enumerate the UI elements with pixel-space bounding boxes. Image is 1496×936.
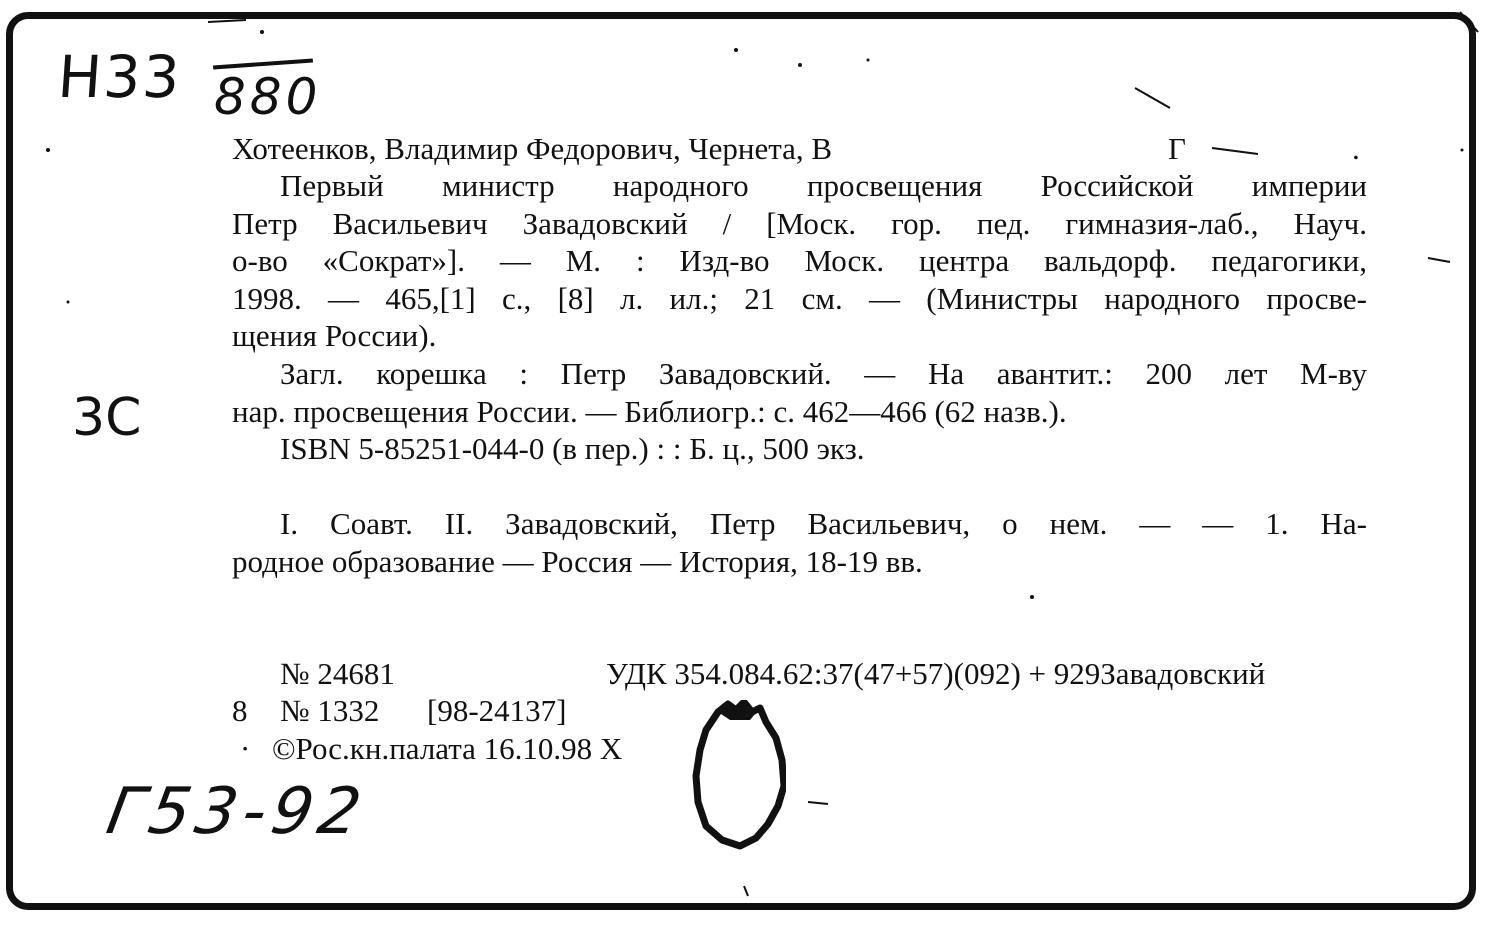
tracings-line: I. Соавт. II. Завадовский, Петр Васильевич, о нем. — — 1. На- bbox=[280, 506, 1367, 541]
description-line: щения России). bbox=[232, 318, 437, 353]
udc-code: УДК 354.084.62:37(47+57)(092) + 929Завадовский bbox=[606, 656, 1266, 691]
margin-mark: 3С bbox=[72, 388, 142, 448]
row2-prefix: 8 bbox=[232, 693, 248, 728]
shelf-mark-left: Н33 bbox=[55, 43, 184, 111]
notes-line: Загл. корешка : Петр Завадовский. — На авантит.: 200 лет М-ву bbox=[280, 356, 1367, 391]
notes-block bbox=[232, 355, 1367, 468]
description-line: Первый министр народного просвещения Российской империи bbox=[280, 168, 1367, 203]
heading-initial: Г bbox=[1168, 131, 1186, 166]
row2-code: [98-24137] bbox=[427, 693, 567, 728]
tracings-line: родное образование — Россия — История, 18-19 вв. bbox=[232, 543, 923, 579]
description-line: 1998. — 465,[1] с., [8] л. ил.; 21 см. — (Министры народного просве- bbox=[232, 280, 1367, 316]
library-stamp-icon bbox=[690, 700, 786, 850]
inventory-mark: Г53-92 bbox=[101, 775, 373, 849]
heading-end: . bbox=[1352, 131, 1360, 166]
shelf-mark-right: 880 bbox=[214, 68, 322, 126]
row2-number: № 1332 bbox=[280, 693, 380, 728]
tracings-block bbox=[232, 505, 1367, 580]
isbn-line: ISBN 5-85251-044-0 (в пер.) : : Б. ц., 500 экз. bbox=[280, 431, 865, 466]
copyright-line: ©Рос.кн.палата 16.10.98 Х bbox=[272, 731, 623, 766]
description-line: Петр Васильевич Завадовский / [Моск. гор. пед. гимназия-лаб., Науч. bbox=[232, 205, 1367, 241]
copyright-bullet: · bbox=[240, 731, 251, 766]
description-line: о-во «Сократ»]. — М. : Изд-во Моск. центра вальдорф. педагогики, bbox=[232, 243, 1367, 278]
description-block bbox=[232, 167, 1367, 355]
heading-line bbox=[232, 130, 832, 168]
notes-line: нар. просвещения России. — Библиогр.: с. 462—466 (62 назв.). bbox=[232, 393, 1067, 429]
card-number: № 24681 bbox=[280, 656, 395, 691]
heading-author: Хотеенков, Владимир Федорович, Чернета, В bbox=[232, 131, 833, 166]
